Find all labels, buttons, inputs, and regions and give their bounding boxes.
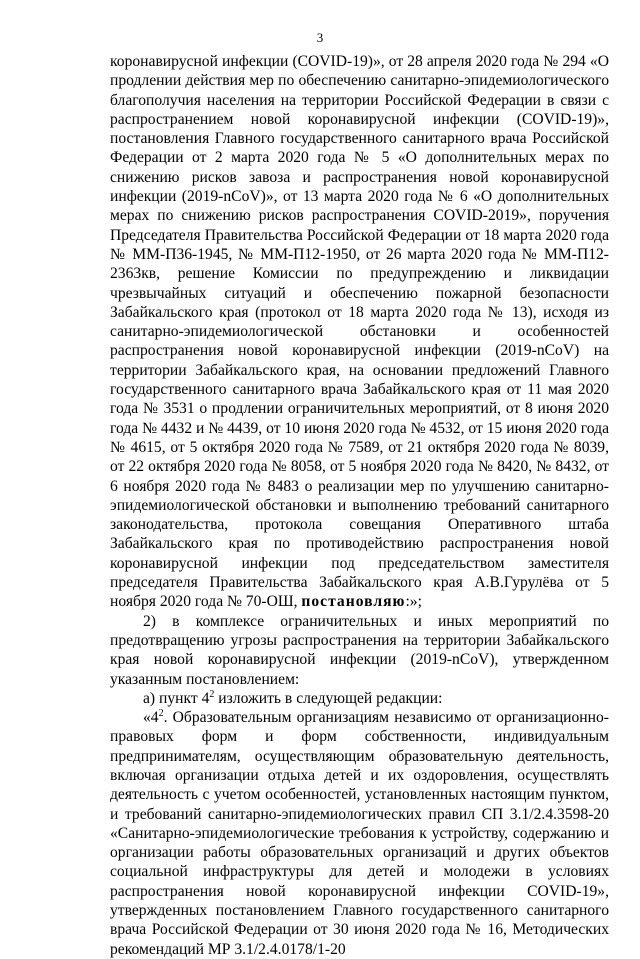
subitem-a-superscript: 2 xyxy=(209,688,215,700)
paragraph-subitem-a xyxy=(110,689,609,708)
paragraph-legal-basis-text: коронавирусной инфекции (COVID-19)», от 28 апреля 2020 года № 294 «О продлении действия мер по обеспечению санитарно-эпидемиологического благополучия населения на территории Российской Федерации в связи с распространением новой коронавирусной инфекции (COVID-19)», постановления Главного государственного санитарного врача Российской Федерации от 2 марта 2020 года № 5 «О дополнительных мерах по снижению рисков завоза и распространения новой коронавирусной инфекции (2019-nCoV)», от 13 марта 2020 года № 6 «О дополнительных мерах по снижению рисков распространения COVID-2019», поручения Председателя Правительства Российской Федерации от 18 марта 2020 года № ММ-П36-1945, № ММ-П12-1950, от 26 марта 2020 года № ММ-П12-2363кв, решение Комиссии по предупреждению и ликвидации чрезвычайных ситуаций и обеспечению пожарной безопасности Забайкальского края (протокол от 18 марта 2020 года № 13), исходя из санитарно-эпидемиологической обстановки и особенностей распространения новой коронавирусной инфекции (2019-nCoV) на территории Забайкальского края, на основании предложений Главного государственного санитарного врача Забайкальского края от 11 мая 2020 года № 3531 о продлении ограничительных мероприятий, от 8 июня 2020 года № 4432 и № 4439, от 10 июня 2020 года № 4532, от 15 июня 2020 года № 4615, от 5 октября 2020 года № 7589, от 21 октября 2020 года № 8039, от 22 октября 2020 года № 8058, от 5 ноября 2020 года № 8420, № 8432, от 6 ноября 2020 года № 8483 о реализации мер по улучшению санитарно-эпидемиологической обстановки и выполнению требований санитарного законодательства, протокола совещания Оперативного штаба Забайкальского края по противодействию распространения новой коронавирусной инфекции под председательством заместителя председателя Правительства Забайкальского края А.В.Гурулёва от 5 ноября 2020 года № 70-ОШ, xyxy=(110,53,609,611)
new-wording-superscript: 2 xyxy=(158,707,164,719)
paragraph-item-2: 2) в комплексе ограничительных и иных мероприятий по предотвращению угрозы распространения на территории Забайкальского края новой коронавирусной инфекции (2019-nCoV), утвержденном указанным постановлением: xyxy=(110,612,609,688)
new-wording-text: . Образовательным организациям независимо от организационно-правовых форм и форм собственности, индивидуальным предпринимателям, осуществляющим образовательную деятельность, включая организации отдыха детей и их оздоровления, осуществлять деятельность с учетом особенностей, установленных настоящим пунктом, и требований санитарно-эпидемиологических правил СП 3.1/2.4.3598-20 «Санитарно-эпидемиологические требования к устройству, содержанию и организации работы образовательных организаций и других объектов социальной инфраструктуры для детей и молодежи в условиях распространения новой коронавирусной инфекции COVID-19», утвержденных постановлением Главного государственного санитарного врача Российской Федерации от 30 июня 2020 года № 16, Методических рекомендаций МР 3.1/2.4.0178/1-20 xyxy=(110,709,609,958)
paragraph-new-wording xyxy=(110,708,609,959)
decree-keyword: постановляю xyxy=(301,593,406,611)
new-wording-prefix: «4 xyxy=(143,709,159,727)
paragraph-legal-basis-tail: :»; xyxy=(405,593,422,611)
paragraph-legal-basis xyxy=(110,52,609,612)
subitem-a-prefix: а) пункт 4 xyxy=(143,689,210,707)
document-body xyxy=(110,52,609,959)
subitem-a-suffix: изложить в следующей редакции: xyxy=(214,689,443,707)
page-number: 3 xyxy=(316,30,324,45)
